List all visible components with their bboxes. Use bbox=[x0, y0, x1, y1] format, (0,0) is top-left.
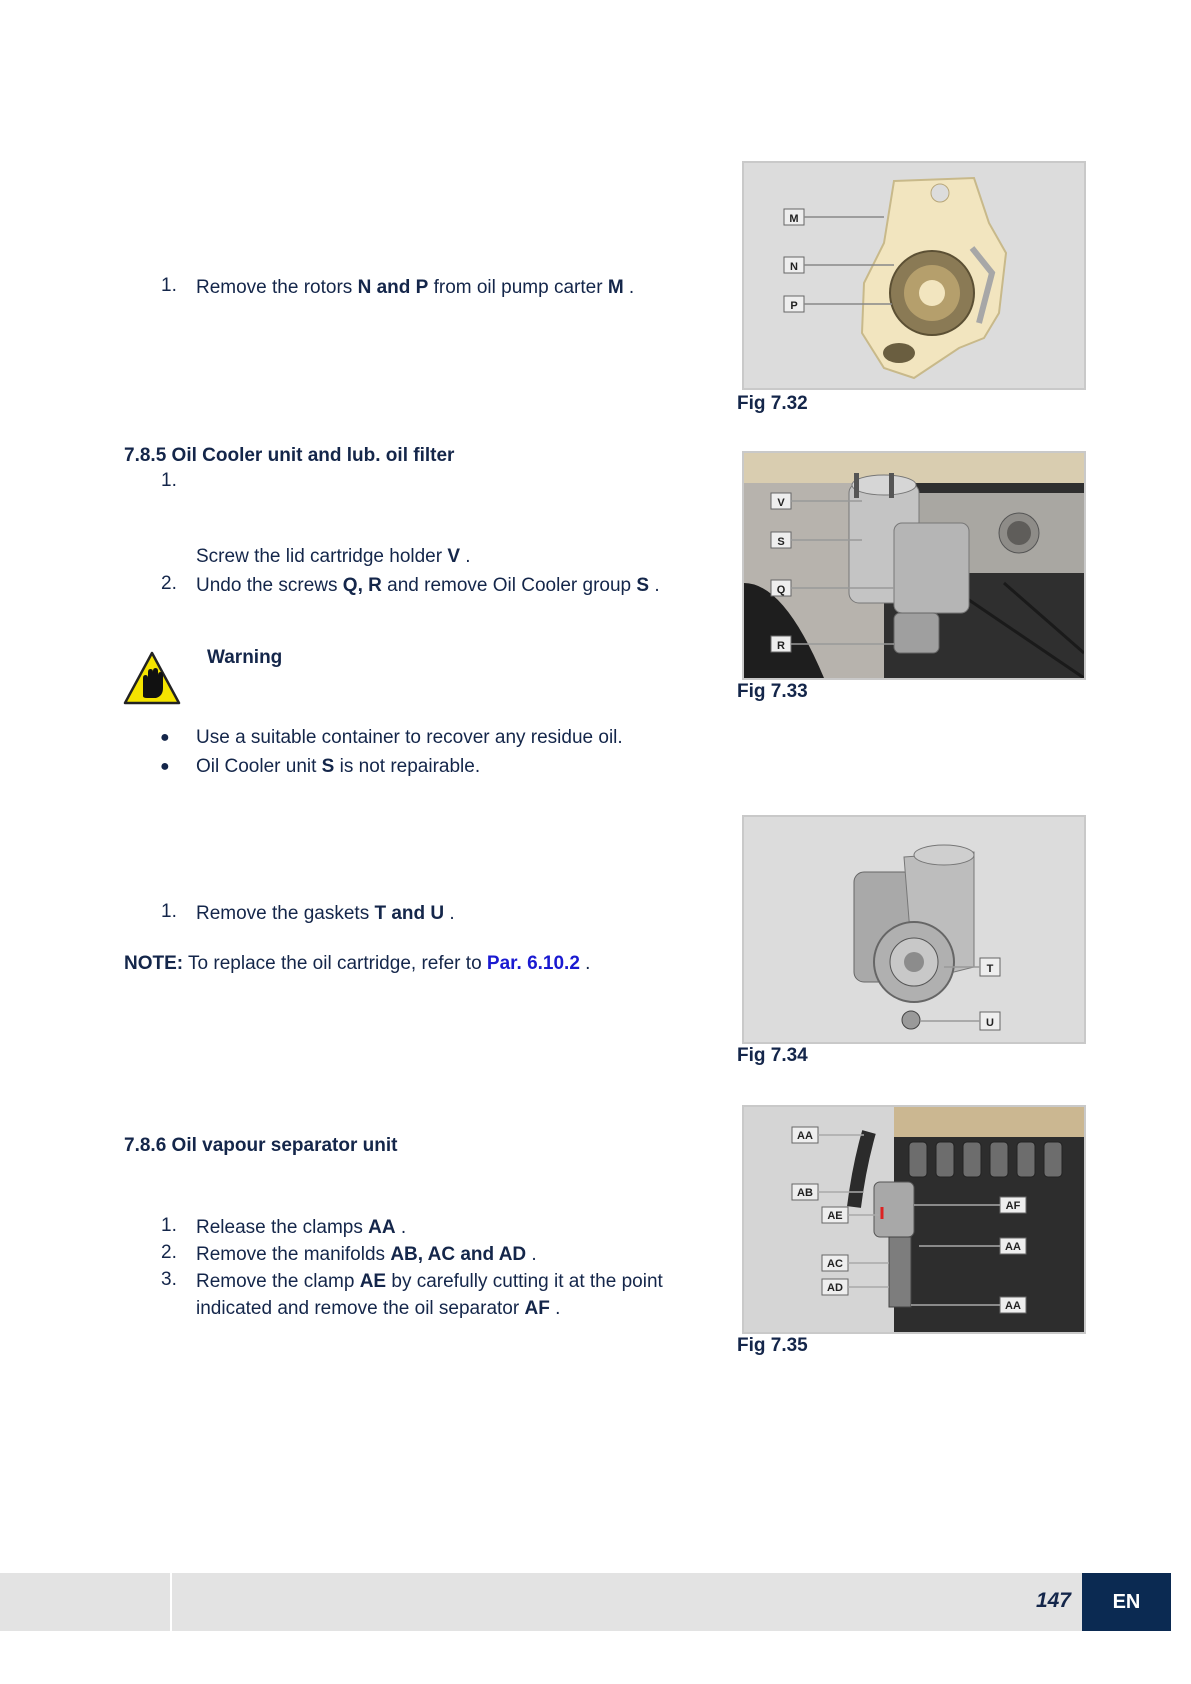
fig-label: AD bbox=[827, 1282, 843, 1294]
figure-oil-cooler-gaskets bbox=[742, 815, 1086, 1044]
fig-label: AE bbox=[827, 1210, 843, 1222]
fig-label: AA bbox=[797, 1130, 813, 1142]
fig-label: P bbox=[790, 300, 798, 312]
bullet-text: Oil Cooler unit S is not repairable. bbox=[196, 756, 481, 777]
figure-caption: Fig 7.35 bbox=[737, 1335, 808, 1356]
step-number: 1. bbox=[161, 275, 177, 296]
page-number: 147 bbox=[1035, 1589, 1071, 1612]
figure-oil-cooler bbox=[742, 451, 1086, 680]
footer-divider bbox=[170, 1573, 172, 1631]
fig-label: AA bbox=[1005, 1300, 1021, 1312]
step-text: Remove the gaskets T and U . bbox=[196, 903, 455, 924]
step-text: Remove the rotors N and P from oil pump carter M . bbox=[196, 277, 635, 298]
warning-hand-icon bbox=[123, 650, 181, 706]
figure-caption: Fig 7.32 bbox=[737, 393, 808, 414]
warning-title: Warning bbox=[207, 647, 283, 668]
bullet-icon: ● bbox=[160, 758, 170, 775]
fig-label: AF bbox=[1005, 1200, 1021, 1212]
figure-oil-pump bbox=[742, 161, 1086, 390]
bullet-icon: ● bbox=[160, 729, 170, 746]
note-text: NOTE: To replace the oil cartridge, refer to Par. 6.10.2 . bbox=[124, 953, 591, 974]
step-text: Remove the clamp AE by carefully cutting it at the point bbox=[196, 1271, 663, 1292]
figure-oil-separator bbox=[742, 1105, 1086, 1334]
par-link[interactable]: Par. 6.10.2 bbox=[486, 953, 580, 974]
figure-caption: Fig 7.34 bbox=[737, 1045, 808, 1066]
step-text: Screw the lid cartridge holder V . bbox=[196, 546, 471, 567]
step-number: 1. bbox=[161, 1215, 177, 1236]
figure-caption: Fig 7.33 bbox=[737, 681, 808, 702]
section-heading: 7.8.6 Oil vapour separator unit bbox=[124, 1135, 398, 1156]
step-text: Undo the screws Q, R and remove Oil Cooler group S . bbox=[196, 575, 660, 596]
fig-label: AB bbox=[797, 1187, 813, 1199]
fig-label: U bbox=[986, 1017, 994, 1029]
fig-label: AA bbox=[1005, 1241, 1021, 1253]
step-number: 3. bbox=[161, 1269, 177, 1290]
fig-label: R bbox=[777, 640, 785, 652]
footer-bar bbox=[0, 1573, 1082, 1631]
fig-label: S bbox=[777, 536, 785, 548]
fig-label: Q bbox=[776, 584, 786, 596]
step-number: 1. bbox=[161, 470, 177, 491]
fig-label: AC bbox=[827, 1258, 843, 1270]
step-text: Remove the manifolds AB, AC and AD . bbox=[196, 1244, 537, 1265]
fig-label: M bbox=[789, 213, 799, 225]
step-number: 1. bbox=[161, 901, 177, 922]
step-text: Release the clamps AA . bbox=[196, 1217, 407, 1238]
fig-label: V bbox=[777, 497, 785, 509]
language-badge: EN bbox=[1082, 1573, 1171, 1631]
step-number: 2. bbox=[161, 1242, 177, 1263]
fig-label: N bbox=[790, 261, 798, 273]
section-heading: 7.8.5 Oil Cooler unit and lub. oil filter bbox=[124, 445, 455, 466]
bullet-text: Use a suitable container to recover any residue oil. bbox=[196, 727, 623, 748]
step-text-continued: indicated and remove the oil separator AF . bbox=[196, 1298, 561, 1319]
step-number: 2. bbox=[161, 573, 177, 594]
fig-label: T bbox=[986, 963, 994, 975]
